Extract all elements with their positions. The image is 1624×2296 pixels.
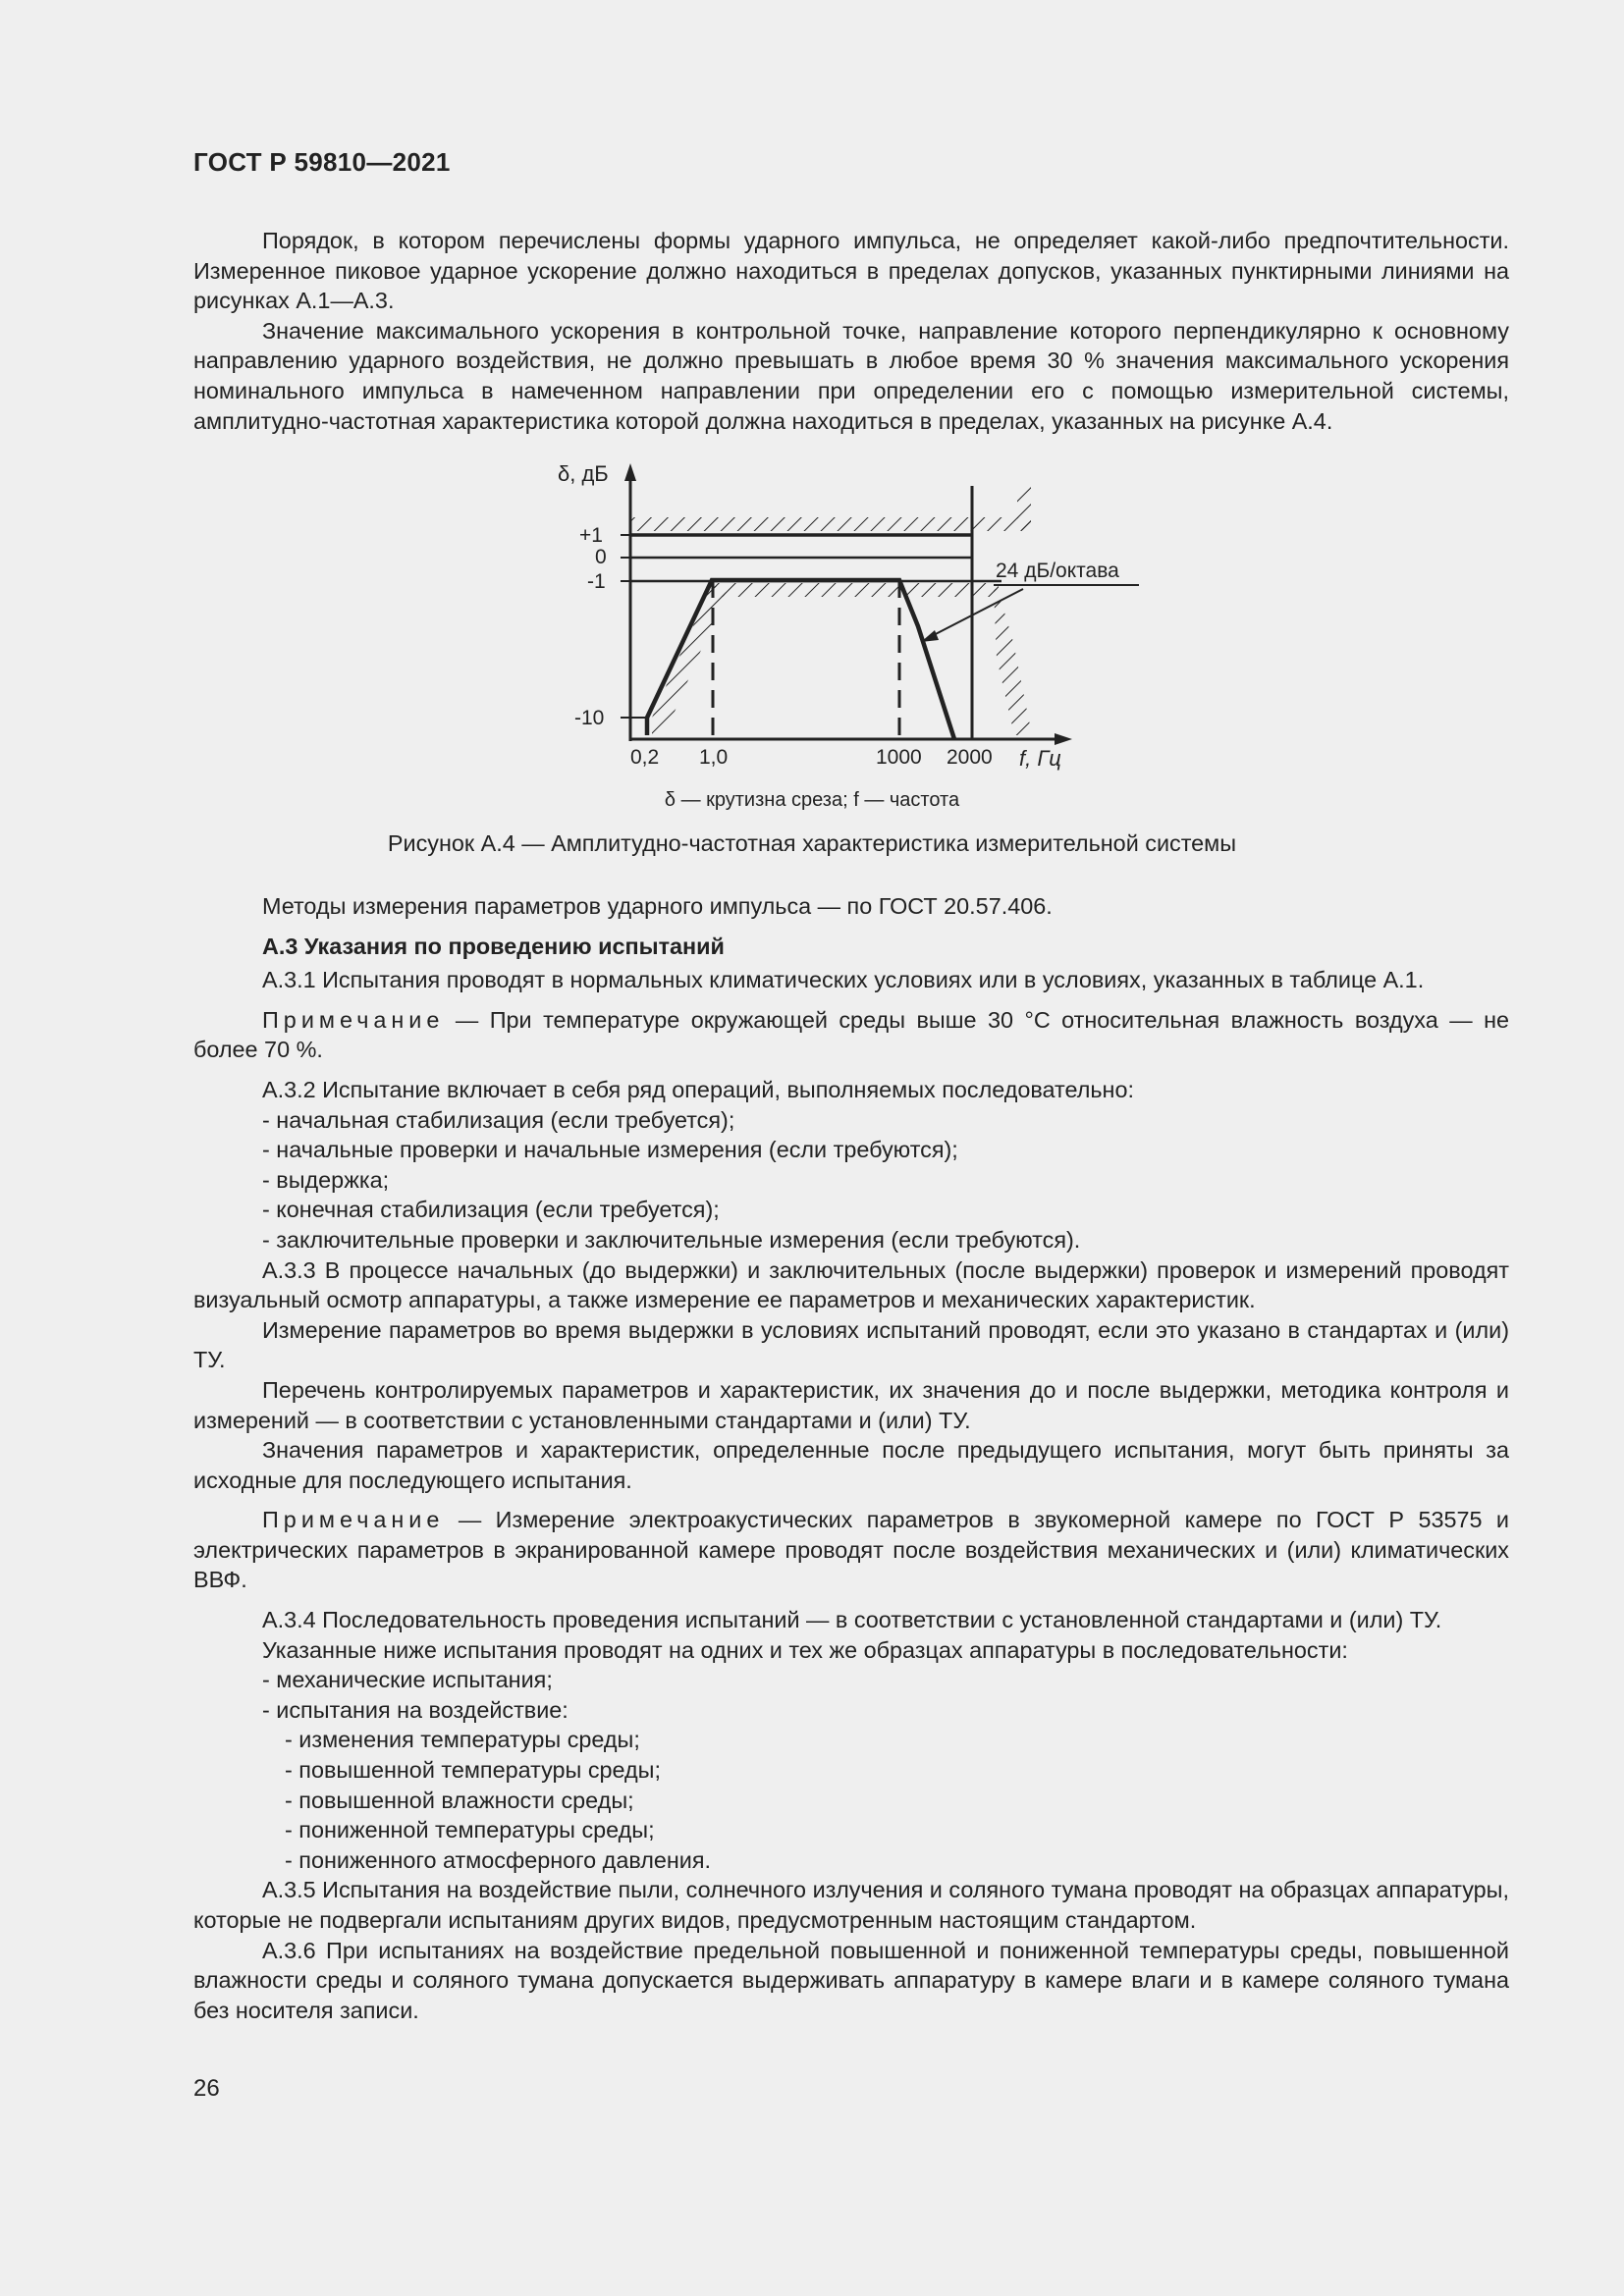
list-item: - выдержка; [262,1166,390,1193]
y-tick-label-zero: 0 [595,546,607,568]
list-item: - испытания на воздействие: [262,1696,568,1723]
note-1-text: — При температуре окружающей среды выше 30 °С относительная влажность воздуха — не более 70 %. [193,1006,1509,1063]
x-tick-label-0-2: 0,2 [630,746,660,769]
y-tick-label-plus-one: +1 [579,524,603,547]
figure-caption: Рисунок А.4 — Амплитудно-частотная характеристика измерительной системы [387,830,1237,856]
list-item: - конечная стабилизация (если требуется); [262,1197,720,1223]
intro-text [193,226,1509,436]
slope-arrow-icon [921,630,939,642]
clause-a33-paragraph: Перечень контролируемых параметров и характеристик, их значения до и после выдержки, методика контроля и измерений — в соответствии с установленными стандартами и (или) ТУ. [193,1376,1509,1433]
right-limit-hatch [1017,486,1031,530]
note-2-text: — Измерение электроакустических параметров в звукомерной камере по ГОСТ Р 53575 и электрических параметров в экранированной камере проводят после воздействия механических и (или) климатических ВВФ. [193,1507,1509,1593]
frequency-response-figure [550,452,1119,785]
fall-hatch [994,589,1032,735]
sub-list-item: - пониженной температуры среды; [285,1817,655,1843]
list-item: - механические испытания; [262,1667,553,1693]
clause-a35: А.3.5 Испытания на воздействие пыли, солнечного излучения и соляного тумана проводят на образцах аппаратуры, которые не подвергали испытаниям других видов, предусмотренным настоящим стандартом. [193,1877,1509,1933]
clause-a33: А.3.3 В процессе начальных (до выдержки) и заключительных (после выдержки) проверок и измерений проводят визуальный осмотр аппаратуры, а также измерение ее параметров и механических характеристик. [193,1256,1509,1313]
note-1 [193,1005,1509,1065]
x-axis-label: f, Гц [1019,746,1061,771]
list-item: - начальные проверки и начальные измерения (если требуются); [262,1137,958,1163]
intro-paragraph: Порядок, в котором перечислены формы ударного импульса, не определяет какой-либо предпочтительности. Измеренное пиковое ударное ускорение должно находиться в пределах допусков, указанных пунктирными линиями на рисунках А.1—А.3. [193,228,1509,314]
clause-a34: А.3.4 Последовательность проведения испытаний — в соответствии с установленной стандартами и (или) ТУ. [262,1607,1442,1633]
methods-paragraph: Методы измерения параметров ударного импульса — по ГОСТ 20.57.406. [262,893,1053,919]
y-tick-label-minus-ten: -10 [574,707,605,729]
list-item: - заключительные проверки и заключительные измерения (если требуются). [262,1226,1081,1253]
slope-label: 24 дБ/октава [996,560,1119,582]
clause-a32: А.3.2 Испытание включает в себя ряд операций, выполняемых последовательно: [262,1076,1134,1102]
x-tick-label-2000: 2000 [947,746,993,769]
clause-a31: А.3.1 Испытания проводят в нормальных климатических условиях или в условиях, указанных в таблице А.1. [262,967,1425,993]
intro-paragraph: Значение максимального ускорения в контрольной точке, направление которого перпендикулярно к основному направлению ударного воздействия, не должно превышать в любое время 30 % значения максимального ускорения номинального импульса в намеченном направлении при определении его с помощью измерительной системы, амплитудно-частотная характеристика которой должна находиться в пределах, указанных на рисунке А.4. [193,317,1509,434]
page-number: 26 [193,2075,220,2102]
note-2 [193,1505,1509,1595]
x-tick-label-1000: 1000 [876,746,922,769]
y-axis-label: δ, дБ [558,461,609,486]
figure-legend: δ — крутизна среза; f — частота [664,789,960,811]
y-tick-label-minus-one: -1 [587,570,606,593]
list-item: - начальная стабилизация (если требуется); [262,1106,735,1133]
clause-a33-paragraph: Значения параметров и характеристик, определенные после предыдущего испытания, могут быть приняты за исходные для последующего испытания. [193,1437,1509,1493]
clause-a36: А.3.6 При испытаниях на воздействие предельной повышенной и пониженной температуры среды, повышенной влажности среды и соляного тумана допускается выдерживать аппаратуру в камере влаги и в камере соляного тумана без носителя записи. [193,1937,1509,2023]
sub-list-item: - изменения температуры среды; [285,1727,640,1753]
clause-a33-paragraph: Измерение параметров во время выдержки в условиях испытаний проводят, если это указано в стандартах и (или) ТУ. [193,1316,1509,1373]
x-axis-arrow-icon [1055,733,1072,745]
note-label: Примечание [262,1006,445,1033]
sub-list-item: - пониженного атмосферного давления. [285,1846,712,1873]
note-label: Примечание [262,1507,445,1533]
section-heading-a3: А.3 Указания по проведению испытаний [262,933,725,959]
rise-hatch [652,586,729,735]
document-header: ГОСТ Р 59810—2021 [193,147,451,177]
y-axis-arrow-icon [624,463,636,481]
body-text [193,891,1509,2025]
sub-list-item: - повышенной влажности среды; [285,1787,634,1813]
x-tick-label-1-0: 1,0 [699,746,729,769]
lower-tolerance-hatch [714,583,999,597]
clause-a34-paragraph: Указанные ниже испытания проводят на одних и тех же образцах аппаратуры в последовательности: [262,1636,1348,1663]
sub-list-item: - повышенной температуры среды; [285,1757,661,1784]
